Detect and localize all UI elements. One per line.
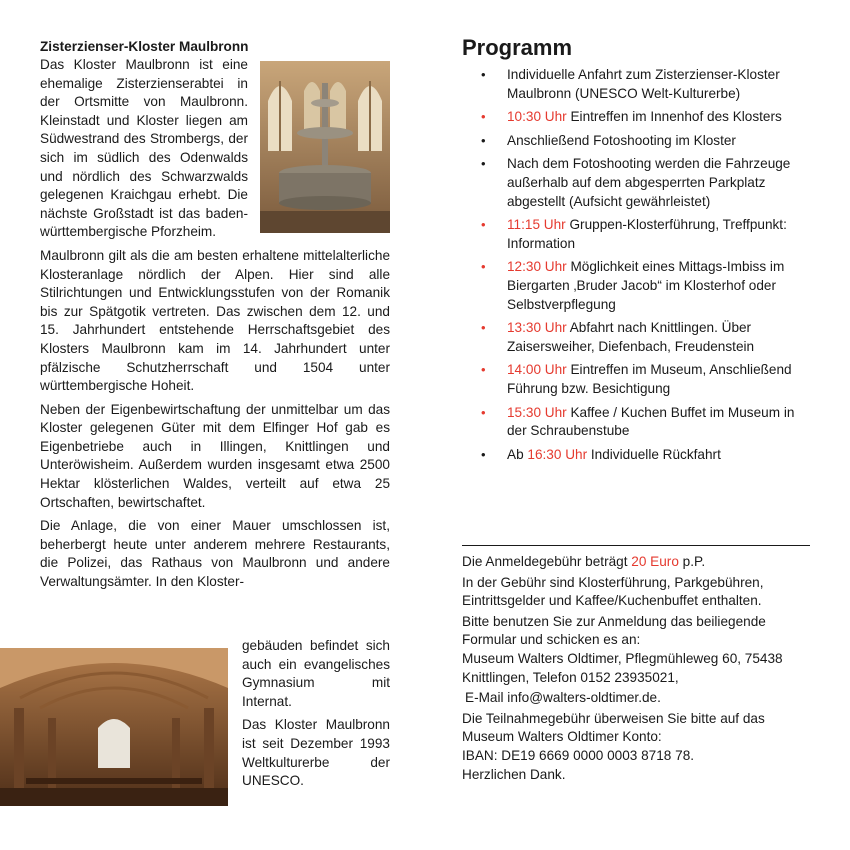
program-item: • 12:30 Uhr Möglichkeit eines Mittags-Imbiss im Biergarten ‚Bruder Jacob“ im Klosterhof oder Selbstverpflegung	[481, 259, 785, 312]
school-paragraph: gebäuden befindet sich auch ein evangelisches Gymnasium mit Internat.	[242, 638, 390, 709]
left-column	[40, 38, 390, 597]
church-interior-image	[0, 648, 228, 806]
bullet-icon: •	[481, 259, 486, 275]
bullet-icon: •	[481, 446, 486, 462]
lower-text-block	[242, 637, 390, 796]
email-link[interactable]: E-Mail info@walters-oldtimer.de.	[465, 690, 661, 706]
program-time: 11:15 Uhr	[507, 217, 566, 233]
program-item: • Ab 16:30 Uhr Individuelle Rückfahrt	[462, 446, 812, 465]
program-time: 15:30 Uhr	[507, 404, 567, 420]
bullet-icon: •	[481, 404, 486, 420]
thanks-text: Herzlichen Dank.	[462, 766, 566, 782]
payment-text: Die Teilnahmegebühr überweisen Sie bitte auf das Museum Walters Oldtimer Konto:	[462, 710, 765, 745]
included-text: In der Gebühr sind Klosterführung, Parkgebühren, Eintrittsgelder und Kaffee/Kuchenbuffet enthalten.	[462, 574, 764, 609]
bullet-icon: •	[481, 320, 486, 336]
program-time: 10:30 Uhr	[507, 109, 567, 125]
program-item: • 10:30 Uhr Eintreffen im Innenhof des Klosters	[462, 108, 812, 127]
program-time: 13:30 Uhr	[507, 320, 567, 336]
registration-block	[462, 553, 812, 786]
program-list	[462, 66, 812, 464]
program-title: Programm	[462, 35, 573, 60]
bullet-icon: •	[481, 217, 486, 233]
program-item: • 14:00 Uhr Eintreffen im Museum, Anschließend Führung bzw. Besichtigung	[481, 362, 792, 396]
program-item: • 11:15 Uhr Gruppen-Klosterführung, Treffpunkt: Information	[481, 217, 787, 251]
bullet-icon: •	[481, 67, 486, 82]
program-item: • 13:30 Uhr Abfahrt nach Knittlingen. Über Zaisersweiher, Diefenbach, Freudenstein	[481, 320, 755, 354]
unesco-paragraph: Das Kloster Maulbronn ist seit Dezember 1993 Weltkulturerbe der UNESCO.	[242, 717, 390, 789]
bullet-icon: •	[481, 132, 486, 148]
intro-paragraph: Das Kloster Maulbronn ist eine ehemalige Zisterzienserabtei in der Ortsmitte von Maulbronn. Kleinstadt und Kloster liegen am Südwestrand des Strombergs, der sich im südlich des Odenwalds und nördlich des Schwarzwalds gelegenen Kraichgau erhebt. Die nächste Großstadt ist das baden-württembergische Pforzheim.	[40, 57, 248, 240]
bullet-icon: •	[481, 109, 486, 125]
fee-amount: 20 Euro	[631, 554, 679, 569]
program-time: 14:00 Uhr	[507, 362, 567, 378]
fee-line: Die Anmeldegebühr beträgt 20 Euro p.P.	[462, 554, 706, 569]
divider	[462, 545, 810, 546]
program-item: • Individuelle Anfahrt zum Zisterzienser-Kloster Maulbronn (UNESCO Welt-Kulturerbe)	[481, 67, 780, 101]
bullet-icon: •	[481, 362, 486, 378]
section-title: Zisterzienser-Kloster Maulbronn	[40, 39, 249, 54]
address-text: Museum Walters Oldtimer, Pflegmühleweg 60, 75438 Knittlingen, Telefon 0152 23935021,	[462, 650, 783, 685]
bullet-icon: •	[481, 156, 486, 172]
program-column	[462, 34, 812, 469]
fountain-image	[260, 61, 390, 233]
history-paragraph: Maulbronn gilt als die am besten erhaltene mittelalterliche Klosteranlage nördlich der Alpen. Hier sind alle Stilrichtungen und Entwicklungsstufen von der Romanik bis zur Spätgotik vertreten. Das zwischen dem 12. und 15. Jahrhundert entstehende Herrschaftsgebiet des Klosters Maulbronn kam im 14. Jahrhundert unter pfälzische Schutzherrschaft und 1504 unter württembergische Hoheit.	[40, 247, 390, 394]
program-item: • 15:30 Uhr Kaffee / Kuchen Buffet im Museum in der Schraubenstube	[481, 404, 795, 439]
iban-text: IBAN: DE19 6669 0000 0003 8718 78.	[462, 747, 695, 763]
instructions-text: Bitte benutzen Sie zur Anmeldung das beiliegende Formular und schicken es an:	[462, 613, 766, 648]
program-time: 16:30 Uhr	[527, 446, 588, 462]
program-time: 12:30 Uhr	[507, 259, 567, 275]
program-item: • Nach dem Fotoshooting werden die Fahrzeuge außerhalb auf dem abgesperrten Parkplatz abgestellt (Aufsicht gewährleistet)	[481, 156, 791, 209]
facility-paragraph: Die Anlage, die von einer Mauer umschlossen ist, beherbergt heute unter anderem mehrere Restaurants, die Polizei, das Rathaus von Maulbronn und andere Verwaltungsämter. In den Kloster-	[40, 518, 390, 590]
program-item: • Anschließend Fotoshooting im Kloster	[462, 132, 812, 151]
economy-paragraph: Neben der Eigenbewirtschaftung der unmittelbar um das Kloster gelegenen Güter mit dem Elfinger Hof gab es Eigenbetriebe auch in Illingen, Knittlingen und Unteröwisheim. Außerdem wurden insgesamt etwa 2500 Hektar klösterlichen Waldes, verteilt auf etwa 25 Ortschaften, bewirtschaftet.	[40, 401, 390, 510]
